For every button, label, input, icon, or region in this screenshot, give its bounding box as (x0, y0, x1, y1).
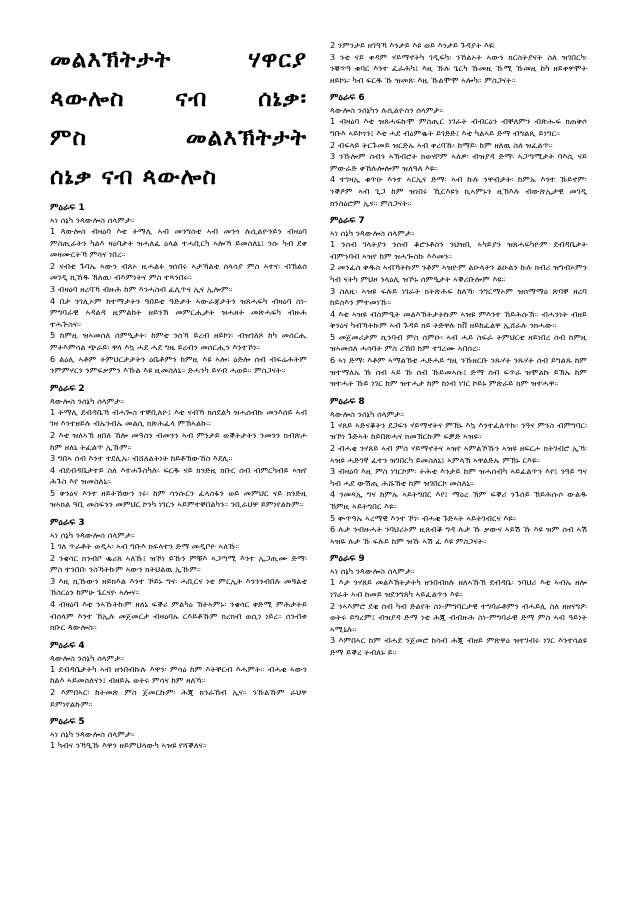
chapter-heading: ምዕራፍ 7 (330, 216, 365, 227)
document-title (50, 40, 307, 196)
verse-paragraph: 1 ንስብ ገላትያን ንሰብ ቆሮንቶስን ንህዝቢ ኣካይያን ዝጸሓፍካዮም ደብዳቤታት ብምንባብ ኣዝየ ከም ዝሓጐስኩ እእመን። (330, 239, 587, 261)
verse-paragraph: 3 ስለዚ፡ ኣዝዩ ፍሉይ ነገራት ክትጽሕፍ ከለኻ፡ ንግርማኦም ዝሰማማዕ ጽባቐ ዘረባ ከይስእን ምተመነኹ። (330, 285, 587, 308)
chapter-section (330, 396, 587, 548)
chapter-section (330, 215, 587, 390)
chapter-section (50, 202, 307, 377)
chapter-greeting: ኣነ ሰኔካ ንጳውሎስ ሰላምታ። (50, 729, 135, 740)
verse-paragraph: 1 ትማሊ ደብዳቤኻ ብሓጐስ ተቐቢለዮ፤ እቲ ናብኻ ክሰደልካ ዝሓሰብኩ መንእሰይ ኣብ ገዛ እንተዘይሉ ብኡንብኡ መልሲ ክጽሕፈላ ምኽኣልኩ። (50, 406, 307, 429)
verse-paragraph: 1 እታ ንሃጸይ መልእኽትታትካ ዘንበብክሉ ዘለኣኹኽ ደብዳቤ፡ ንባህሪ እቲ ኣብኡ ዘሎ ነገራት ኣብ ከመይ ዝደንግጸካ ኣይፈልጥን እዩ። (330, 577, 587, 599)
verse-paragraph: 3 ግበኣ ሰብ እንተ ተደሊኡ፡ ብሸለልትነት ከይቶኽውኸስ እደሊ። (50, 453, 233, 464)
chapter-greeting: ኣነ ሰኔካ ንጳውሎስ ሰላምታ። (330, 566, 415, 577)
verse-paragraph: 4 ተገዛኢ ቁጥዑ እንተ ኣርኢና ድማ፡ ኣብ ኩሉ ንዋብታት፡ ከምኡ እንተ ኹይኖም፡ ንቕዖም ኣብ ጊጋ ከም ዝነበሩ ኺርእዩን ኪኣምኑን ዚኽእሉ ብውጽኢታዊ መገዲ ክንስዕሮም ኢና። ምስጋናት። (330, 174, 587, 208)
title-line: መልእኽትታት ሃዋርያ (50, 46, 307, 73)
chapter-section (50, 640, 307, 710)
title-line: ሰኔቃ ናብ ጳውሎስ (50, 163, 217, 190)
verse-paragraph: 2 ንቄሳር ክንብቦ ቈሪጸ ኣለኹ፤ ዝኾነ ይኹን ምቹእ ኣጋጣሚ እንተ ኢጋጢሙ ድማ፡ ምስ ተንበበ፡ ንስኻትኩም ኣውን ክትህልዉ ኢኹም። (50, 552, 307, 575)
verse-paragraph: 4 በታ ንገሊኦም ከተማታትን ዓበይቲ ዓድታት ኣውራጃታትን ዝጸሓፍካ ብዛዕባ ስነ-ምግባራዊ ኣዳልዳ ዚምልከት ዘይንኽ መምርሒታት ዝሓዘት መጽሓፍካ ብዙሕ ተሓጕስና። (50, 295, 307, 329)
verse-paragraph: 2 እምበኣር፡ ከትመጽ ምስ ጀመርኩም፡ ሕጂ ክንራኸብ ኢና። ንኹልኹም ራህዋ ይምነየልኩም። (50, 687, 307, 709)
chapter-greeting: ኣነ ሰኔካ ንጳውሎስ ሰላምታ። (330, 228, 415, 239)
verse-paragraph: 2 መንፈስ ቅዱስ ኣብኻትኩም ንቶም ኣዝዮም ልዑላትን ልዑልን ኩሉ ክብሪ ዝግብኦምን ካብ ናትካ ምህዞ ንላዕሊ ዝኾኑ ሰምዒታት ኣቕሪቡሎም እዩ። (330, 262, 587, 284)
verse-paragraph: 5 መጀመሪታም ኪንባብ ምስ ሰምዑ፡ ኣብ ሓይ ስፍራ ትምህርቲ ዘይነበረ ሰብ ከምዚ ዝኣመሰለ ሓሳባት ምስ ረኸበ ከም ተገረሙ ኣበሰረ። (330, 331, 587, 354)
right-column (330, 40, 587, 659)
verse-paragraph: 1 ጳውሎስ ብዛዕባ እቲ ትማሊ ኣብ መንግስቲ ኣብ መንጎ ሉሲልዮንይን ብዛዕባ ምስጢራትን ካልእ ዛዕባታት ዝሓለፈ ዕላል ተሓቢርካ ኣሎኻ ይመስለኒ፤ ንሱ ካብ ደቀ መዛሙርትኻ ምሳና ነበረ። (50, 226, 307, 260)
verse-paragraph: 4 ብዛዕባ እቲ ንኣኹትኩም ዘለኒ ፍቕሪ ምልካዕ ኽትኣምኑ፡ ንቄሳር ቅድሚ ምሕታትይ ብሰላም እንተ ኸኢሉ መጀመርታ ብዛዕባኡ ርእይቶኹም ክረክብ ወሲነ ነይረ። ሰንብቱ ክቡር ጳውሎስ። (50, 599, 307, 633)
left-column (50, 40, 307, 752)
verse-paragraph: 2 ንምንታይ ዘገዓኻ እንታይ እዩ ወይ እንታይ ጉዳያት እዩ፧ (330, 40, 495, 50)
verse-paragraph: 3 ብዛዕባ እዚ ምስ ነገርኮም፡ ትሕቲ እንታይ ከም ዝሓሰብካ ኣይፈልጥን እየ፤ ንዓይ ግና ካብ ሓደ ውሽጢ ሕሹኽቲ ከም ዝገበርኮ መስለኒ። (330, 466, 587, 488)
chapter-heading: ምዕራፍ 6 (330, 93, 365, 104)
verse-paragraph: 1 ሃጸይ ኣድናቖትን ደጋፍን ሃይማኖትና ምኽኑ እኳ እንተፈለጥኩ፡ ንዓና ምንስ ብምግባር፡ ዝኾነ ጉድኣት ከይበጽሓና ክመኽርኩም ፍቓድ ኣዝዩ። (330, 419, 587, 442)
verse-paragraph: 4 እቲ ኣዝዩ ብስምዒት መልእኽትታትኩም ኣዝዩ ምእንተ ኸይሕሱኽ። ብሓንነት ብዘይ ቅንዕና ካብኻትኩም ኣብ ጉዳይ ክይ ትድዋሉ ክቨ ዘይከፈልዋ ኢሸራሉ ንክሓው። (330, 308, 587, 331)
chapter-heading: ምዕራፍ 8 (330, 396, 365, 407)
verse-paragraph: 5 ቍጥዓኡ ኣረማዊ እንተ ኾነ፡ ብሓቂ ጉድኣት ኣይትገብርና እዩ። (330, 512, 517, 523)
chapter-heading: ምዕራፍ 1 (50, 203, 85, 213)
verse-paragraph: 5 ቅንዕና እንተ ዘይትኸውን ነሩ፡ ከም ሳንሱርን ፈላስፋን ወይ መምህር ናይ ክንድዚ ዝኣክል ዓቢ መስፍንን መምህር ኮንካ ነገርን ኣይምተቐበልካን። ንቢራህዋ ይምነየልኩም። (50, 487, 307, 510)
verse-paragraph: 6 ኣነ ድማ፡ እቶም ኣማልኽቲ ሓድሓይ ግዚ ንኹዘርቡ ንጹሃት ንጹሃት ሰብ ይግልጹ ከም ዝተማለኡ ኹ ሰብ ኣይ ኹ ሰብ ኹይመኣሱ፤ ድማ ሰብ ፍጥራ ዝሞልኩ ይኽኡ ከም ዝተሓት ኹይ ነገር ከም ዝተሓታ ከም ከነብ ነገር ኮይኑ ምጽራይ ክም ዝተሓዋ። (330, 355, 587, 389)
verse-paragraph: 2 ብሓቂ ንሃጸይ ኣብ ምስ ሃይማኖትና ኣዝየ ኣምልኾኹን ኣዝዩ ዘፍርሖ ክትገብሮ ኢኻ፡ ኣዝዩ ሓድገኛ ፈተን ዝገበርካ ይመስለኒ፤ ኣምላኽ ኣዋልድኡ ምኽኑ ርእዩ። (330, 443, 587, 465)
chapter-section (330, 553, 587, 658)
left-sections (50, 202, 307, 752)
verse-paragraph: 3 እዚ ኪኹውን ዘይክእል እንተ ኾይኑ ግና፡ ሓቢርና ነቲ ምርኢት እንንንብበሉ መዓልቲ ኸስርዕን ከምሁ ጌርናዮ ኣሎና። (50, 575, 307, 598)
verse-paragraph: 5 ከምዚ ዝኣመሰለ ሰምዒታት፡ ከምቲ ንሰኻ ይረብ ዘይኮነ፡ ብዝገለጾ ከካ መሰርሒ ምትእምሳል ጭራይ፡ ዋላ እኳ ሓደ ሓደ ግዜ ይረብን መሰርሒን እንተኾነ። (50, 330, 307, 352)
title-line: ምስ መልእኽትታት (50, 124, 307, 151)
right-sections (330, 92, 587, 658)
chapter-heading: ምዕራፍ 5 (50, 717, 85, 728)
chapter-heading: ምዕራፍ 3 (50, 518, 85, 529)
verse-paragraph: 4 ብደብዳቤታተይ ስለ እተሐጉስካሉ፡ ፍርዱ ናይ ክንድዚ ክቡር ሰብ ብምርካብይ ኣዝየ ሕጉስ እየ ዝመስለኒ። (50, 464, 307, 487)
verse-paragraph: 1 ካብና ንኻዒኹ እዋን ዘይምህላውካ ኣዝዩ የሻቕለና። (50, 740, 207, 751)
chapter-section (50, 383, 307, 511)
chapter-greeting: ኣነ ሰኔካ ንጳውሎስ ሰላምታ። (50, 215, 135, 225)
verse-paragraph: 3 እምበኣር ከም ብሓደ ንጀመሮ ከሳብ ሕጂ ብዘይ ምጽዋዕ ዝተገብሩ ነገር እንተሳልዩ ድማ ይቕረ ትብለኑ ይ። (330, 635, 587, 657)
verse-paragraph: 1 ገለ ጥራቶት ወዲኣ፡ ኣብ ግቡእ ክፍላተን ድማ መዲቦዮ ኣለኹ። (50, 541, 240, 552)
verse-paragraph: 1 ብዛዕባ እቲ ዝጸሓፍኩሞ ምስጢር ነገራት ብብርዕን ብቐለምን ብጽሑፍ ክጠቅሶ ግቡእ ኣይኮነን፤ እቲ ሓደ ብዕምቈት ይገድድ፤ እቲ ካልኣይ ድማ ብግልጺ ይነግር። (330, 116, 587, 138)
verse-paragraph: 2 ንኣእምሮ ደቂ ሰብ ካብ ድልየት ስነ-ምግባርታዊ ተግባራቶምን ብሓይሊ ስለ ዘዘናግዖ፡ ወትሩ ይግረም፤ ብዝያዳ ድማ ነቲ ሕጂ ብብዙሕ ስነ-ምግባራዊ ድማ ምስ ኣብ ዓይነት ኣሚኒሉ። (330, 600, 587, 634)
chapter-section (50, 517, 307, 634)
verse-paragraph: 4 ንመጻኢ ግና ከምኡ ኣይትግበር እየ፤ ማዕረ ኽም ፍቕሪ ንጉሰይ ኽይሕሱሶ ውልዱ ኽምዚ ኣይትግበር እዩ። (330, 489, 587, 511)
title-line: ጳውሎስ ናብ ሰኔቃ፡ (50, 85, 307, 112)
verse-paragraph: 3 ንቲ ናይ ቀዳም ሃይማኖትካ ገዲፍካ፡ ንኸልኦት ኣውን ክርስትያናት ስለ ዝገበርካ፡ ንቑጥዓ ቁባር እንተ ፈራሕካ፤ እዚ ኹሉ ጌርካ ኹመዚ ኹሚ ኹመዚ ከካ ዘይቀዋሞት ዘይኮኑ፡ ካብ ፍርዱ ኹ ዝመጸ፡ እዚ ኹልሞሞ ኣሎካ። ምስጋናት። (330, 51, 587, 85)
chapter-greeting: ጳውሎስ ንሰኔካ ሰላምታ። (50, 652, 125, 663)
verse-paragraph: 6 ልዕሊ ኣቶም ትምህርታታትን ዕቤቶምን ከምዚ እዩ ኣሎ፡ ዕድሎ ሰብ ብፍሬሕትም ንምምሃርን ንምፍቃምን እኹል እዩ ዚመስለኒ። ድሓንካ ይሃብ ሓወይ። ምስጋናት። (50, 353, 307, 376)
chapter-section (330, 92, 587, 209)
verse-paragraph: 6 ሉታ ንብዙሓት ንባህሪኦም ዚጸብቖ ግዳ ሉታ ኹ ቃውና ኣይሽ ኹ እዩ ዝም ሰብ ኣሽ ኣዝዬ ሉታ ኹ ፍሉይ ከም ዝኹ ኣሽ ፈ እዩ ምስጋናት። (330, 524, 587, 546)
verse-paragraph: 2 ብፍላይ ትርጉመይ ዝርድኡ ኣብ ቀረባኹ፡ ከማይ፡ ከም ዘለዉ ስለ ዝፈልጥ። (330, 139, 553, 150)
right-intro (330, 40, 587, 86)
chapter-greeting: ኣነ ሰኔካ ንጳውሎስ ሰላምታ። (50, 530, 135, 541)
chapter-greeting: ጳውሎስ ንሰኔካን ሉሲልዮስን ሰላምታ። (330, 105, 444, 116)
chapter-heading: ምዕራፍ 4 (50, 640, 85, 651)
verse-paragraph: 3 ብዛዕባ ዘረባኻ ብዙሕ ከም እንሓስብ ፈሊጥና ኢና ኢሎም። (50, 283, 233, 294)
chapter-heading: ምዕራፍ 9 (330, 554, 365, 565)
chapter-greeting: ጳውሎስ ንሰኔካ ሰላምታ። (330, 408, 405, 419)
chapter-section (50, 716, 307, 752)
verse-paragraph: 2 ናብቲ ጉባኤ ኣውን ብጸኦ ዚሓልፉ ዝነበሩ ኣታኻልቲ ሰላሳያ ምስ ኣተና፡ ብኽልሰ መገዲ ኪኸዱ ኸለዉ፡ ብእምነትና ምስ ተጻንበሩ። (50, 260, 307, 283)
verse-paragraph: 1 ደብዳቤታትካ ኣብ ዘንበብኩሉ እዋን፡ ምሳዕ ከም እትቐርብ እሓምት። ብሓቂ ኣውን ከልእ ኣይመስለናን፤ ብዘይኡ ወትሩ ምሳና ከም ዘለኻ። (50, 663, 307, 686)
verse-paragraph: 3 ንኹሎም ሰብን ኣኽብሮት ክወሃቦም ኣለዎ፡ ብዝያዳ ድማ፡ ኣጋጣሚታት ባእሲ ናይ ምውራድ ቀኸሉሎሎም ዝለዓለ እዩ። (330, 151, 587, 173)
verse-paragraph: 2 እቲ ዝለኣኽ ዘበለ ኸሎ መዓስን ብመንን ኣብ ምንታይ ወቕትታትን ንመንን ክብጽሖ ከም ዘለኒ ትፈልጥ ኢኹም። (50, 429, 307, 452)
chapter-greeting: ጳውሎስ ንሰኔካ ሰላምታ። (50, 395, 125, 406)
chapter-heading: ምዕራፍ 2 (50, 383, 85, 394)
